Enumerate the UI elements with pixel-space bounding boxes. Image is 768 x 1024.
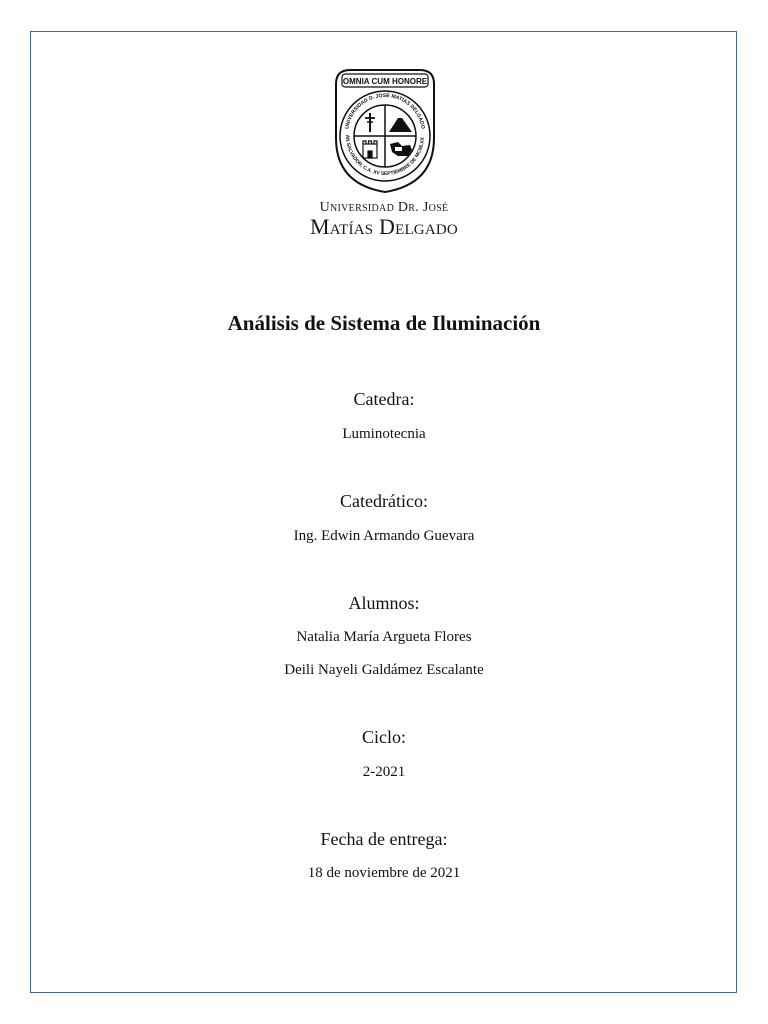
catedratico-label: Catedrático: [340, 491, 428, 511]
university-name-line2: Matías Delgado [310, 214, 458, 239]
alumno-name-2: Deili Nayeli Galdámez Escalante [284, 662, 484, 678]
logo-ring-bottom: AN SALVADOR, C.A. XV SEPTIEMBRE DE MCMLXX [343, 134, 427, 178]
fecha-entrega-value: 18 de noviembre de 2021 [307, 865, 461, 881]
ciclo-value: 2-2021 [362, 764, 406, 780]
catedra-label: Catedra: [353, 389, 415, 409]
document-title: Análisis de Sistema de Iluminación [227, 311, 541, 335]
alumno-name-1: Natalia María Argueta Flores [296, 629, 472, 645]
university-crest-logo [332, 66, 438, 194]
logo-motto: OMNIA CUM HONORE [342, 77, 428, 86]
catedratico-value: Ing. Edwin Armando Guevara [293, 528, 475, 544]
university-name-line1: Universidad Dr. José [319, 200, 449, 215]
logo-ring-top: UNIVERSIDAD D. JOSÉ MATÍAS DELGADO [344, 92, 426, 130]
ciclo-label: Ciclo: [362, 727, 406, 747]
catedra-value: Luminotecnia [342, 426, 426, 442]
alumnos-label: Alumnos: [348, 593, 420, 613]
fecha-entrega-label: Fecha de entrega: [320, 829, 448, 849]
